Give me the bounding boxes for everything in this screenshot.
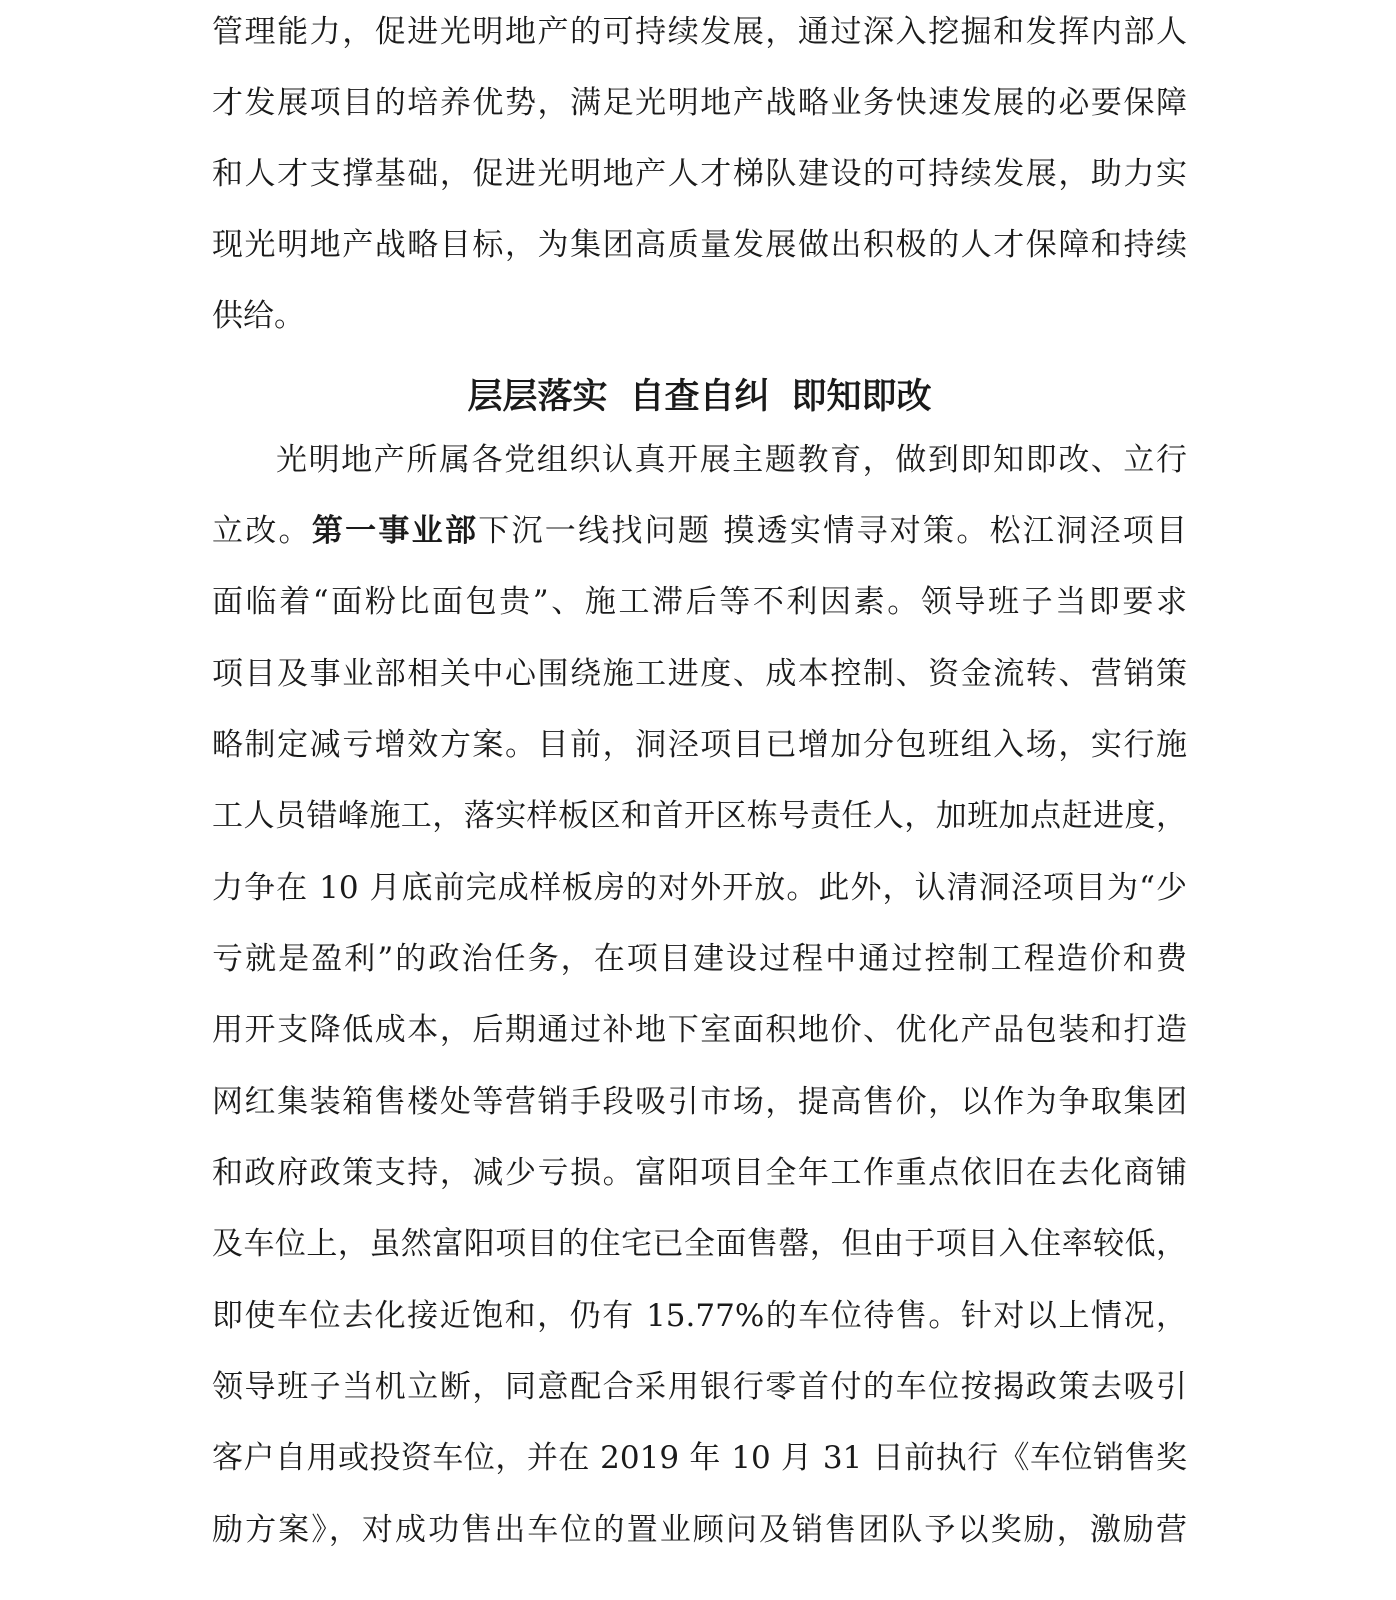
text-run: 下沉一线找问题 摸透实情寻对策。松江洞泾项目 [478, 513, 1187, 549]
paragraph-line: 和人才支撑基础，促进光明地产人才梯队建设的可持续发展，助力实 [212, 156, 1187, 192]
paragraph-line: 工人员错峰施工，落实样板区和首开区栋号责任人，加班加点赶进度， [212, 798, 1187, 834]
paragraph-line: 略制定减亏增效方案。目前，洞泾项目已增加分包班组入场，实行施 [212, 727, 1187, 763]
paragraph-line: 即使车位去化接近饱和，仍有 15.77%的车位待售。针对以上情况， [212, 1298, 1187, 1334]
paragraph-line: 励方案》，对成功售出车位的置业顾问及销售团队予以奖励，激励营 [212, 1512, 1187, 1548]
heading-part-2: 自查自纠 [629, 376, 770, 417]
paragraph-line: 客户自用或投资车位，并在 2019 年 10 月 31 日前执行《车位销售奖 [212, 1440, 1187, 1476]
paragraph-line: 面临着“面粉比面包贵”、施工滞后等不利因素。领导班子当即要求 [212, 584, 1187, 620]
paragraph-line: 领导班子当机立断，同意配合采用银行零首付的车位按揭政策去吸引 [212, 1369, 1187, 1405]
heading-part-3: 即知即改 [791, 376, 932, 417]
paragraph-line: 及车位上，虽然富阳项目的住宅已全面售罄，但由于项目入住率较低， [212, 1226, 1187, 1262]
paragraph-line: 项目及事业部相关中心围绕施工进度、成本控制、资金流转、营销策 [212, 656, 1187, 692]
paragraph-line: 力争在 10 月底前完成样板房的对外开放。此外，认清洞泾项目为“少 [212, 870, 1187, 906]
paragraph-line: 亏就是盈利”的政治任务，在项目建设过程中通过控制工程造价和费 [212, 941, 1187, 977]
paragraph-line: 现光明地产战略目标，为集团高质量发展做出积极的人才保障和持续 [212, 227, 1187, 263]
paragraph-line: 用开支降低成本，后期通过补地下室面积地价、优化产品包装和打造 [212, 1012, 1187, 1048]
bold-term: 第一事业部 [311, 513, 479, 549]
text-run: 立改。 [212, 513, 312, 549]
paragraph-line: 管理能力，促进光明地产的可持续发展，通过深入挖掘和发挥内部人 [212, 14, 1187, 50]
heading-part-1: 层层落实 [467, 376, 608, 417]
paragraph-line [212, 511, 1187, 551]
paragraph-line: 和政府政策支持，减少亏损。富阳项目全年工作重点依旧在去化商铺 [212, 1155, 1187, 1191]
paragraph-line: 网红集装箱售楼处等营销手段吸引市场，提高售价，以作为争取集团 [212, 1084, 1187, 1120]
paragraph-line: 光明地产所属各党组织认真开展主题教育，做到即知即改、立行 [276, 442, 1187, 478]
section-heading [212, 375, 1187, 419]
paragraph-line: 才发展项目的培养优势，满足光明地产战略业务快速发展的必要保障 [212, 85, 1187, 121]
paragraph-line: 供给。 [212, 298, 305, 334]
